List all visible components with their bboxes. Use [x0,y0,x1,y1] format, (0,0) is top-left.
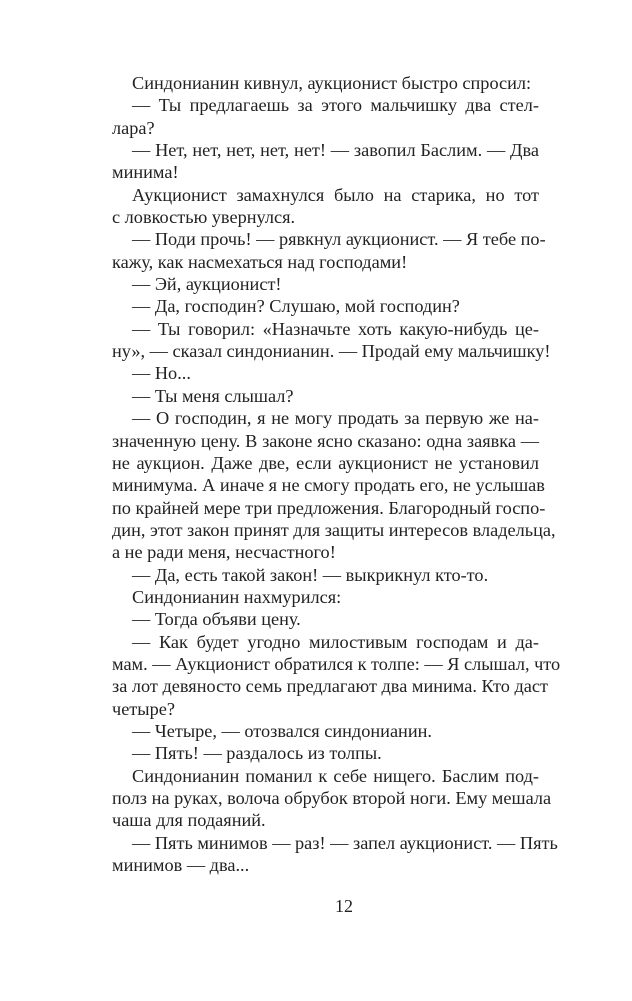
text-line: кажу, как насмехаться над господами! [112,251,408,272]
text-line: по крайней мере три предложения. Благородный госпо- [112,497,546,518]
text-line: — Пять! — раздалось из толпы. [132,743,382,764]
text-line: с ловкостью увернулся. [112,207,296,228]
text-line: — Но... [132,363,191,384]
text-line: — Да, господин? Слушаю, мой господин? [132,296,460,317]
text-line: — Тогда объяви цену. [132,609,301,630]
text-line: Синдонианин кивнул, аукционист быстро спросил: [132,73,532,93]
text-line: — Поди прочь! — рявкнул аукционист. — Я тебе по- [132,229,546,250]
text-line: — Ты говорил: «Назначьте хоть какую-нибудь це- [132,318,539,339]
text-line: — Как будет угодно милостивым господам и да- [132,631,539,652]
text-line: ну», — сказал синдонианин. — Продай ему мальчишку! [112,341,551,362]
page-number: 12 [335,896,353,916]
text-line: не аукцион. Даже две, если аукционист не установил [112,452,539,473]
text-line: Синдонианин нахмурился: [132,586,342,607]
text-line: — Пять минимов — раз! — запел аукционист. — Пять [132,832,558,853]
text-line: мам. — Аукционист обратился к толпе: — Я слышал, что [112,653,561,674]
text-line: минимов — два... [112,855,250,876]
text-line: — Ты предлагаешь за этого мальчишку два стел- [132,95,539,116]
text-line: чаша для подаяний. [112,810,266,831]
page-body-text [112,72,561,876]
text-line: — Нет, нет, нет, нет, нет! — завопил Баслим. — Два [132,140,539,161]
text-line: — О господин, я не могу продать за первую же на- [132,408,539,429]
text-line: — Да, есть такой закон! — выкрикнул кто-то. [132,564,489,585]
text-line: — Эй, аукционист! [132,274,282,295]
text-line: а не ради меня, несчастного! [112,542,336,563]
text-line: дин, этот закон принят для защиты интересов владельца, [112,519,556,540]
text-line: полз на руках, волоча обрубок второй ноги. Ему мешала [112,788,552,808]
text-line: значенную цену. В законе ясно сказано: одна заявка — [112,430,539,451]
text-line: Синдонианин поманил к себе нищего. Баслим под- [132,765,539,786]
text-line: — Четыре, — отозвался синдонианин. [132,720,432,741]
text-line: минима! [112,162,179,183]
text-line: четыре? [112,698,175,719]
text-line: лара? [112,117,155,138]
text-line: за лот девяносто семь предлагают два минима. Кто даст [112,676,548,697]
text-line: Аукционист замахнулся было на старика, но тот [132,184,539,205]
text-line: минимума. А иначе я не смогу продать его, не услышав [112,475,545,496]
text-line: — Ты меня слышал? [132,385,294,406]
